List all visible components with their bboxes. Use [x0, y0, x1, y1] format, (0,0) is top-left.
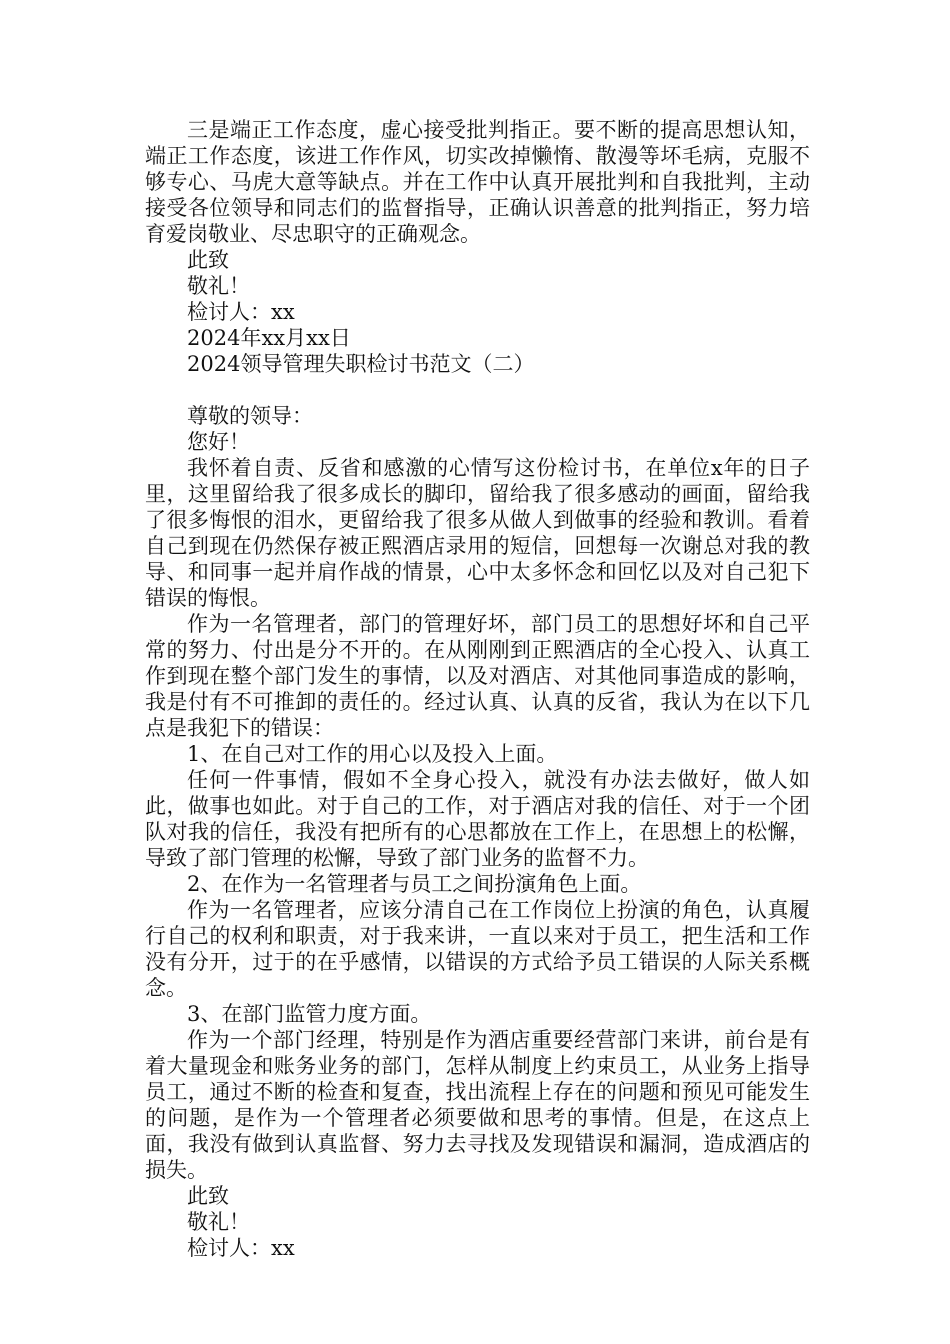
paragraph-point-3: 作为一个部门经理，特别是作为酒店重要经营部门来讲，前台是有着大量现金和账务业务的部门，怎样从制度上约束员工，从业务上指导员工，通过不断的检查和复查，找出流程上存在的问题和预见可能发生的问题，是作为一个管理者必须要做和思考的事情。但是，在这点上面，我没有做到认真监督、努力去寻找及发现错误和漏洞，造成酒店的损失。	[145, 1028, 810, 1182]
closing-regards: 敬礼！	[187, 274, 250, 298]
paragraph-intro: 我怀着自责、反省和感激的心情写这份检讨书，在单位x年的日子里，这里留给我了很多成长的脚印，留给我了很多感动的画面，留给我了很多悔恨的泪水，更留给我了很多从做人到做事的经验和教训。看着自己到现在仍然保存被正熙酒店录用的短信，回想每一次谢总对我的教导、和同事一起并肩作战的情景，心中太多怀念和回忆以及对自己犯下错误的悔恨。	[145, 456, 810, 610]
date-line: 2024年xx月xx日	[187, 326, 351, 350]
paragraph-attitude: 三是端正工作态度，虚心接受批判指正。要不断的提高思想认知，端正工作态度，该进工作作风，切实改掉懒惰、散漫等坏毛病，克服不够专心、马虎大意等缺点。并在工作中认真开展批判和自我批判，主动接受各位领导和同志们的监督指导，正确认识善意的批判指正，努力培育爱岗敬业、尽忠职守的正确观念。	[145, 118, 810, 246]
greeting-recipient: 尊敬的领导：	[187, 404, 313, 428]
closing-salutation: 此致	[187, 248, 229, 272]
paragraph-point-2: 作为一名管理者，应该分清自己在工作岗位上扮演的角色，认真履行自己的权利和职责，对于我来讲，一直以来对于员工，把生活和工作没有分开，过于的在乎感情，以错误的方式给予员工错误的人际关系概念。	[145, 898, 810, 1000]
point-heading-3: 3、在部门监管力度方面。	[187, 1002, 432, 1026]
section-title: 2024领导管理失职检讨书范文（二）	[187, 352, 535, 376]
paragraph-responsibility: 作为一名管理者，部门的管理好坏，部门员工的思想好坏和自己平常的努力、付出是分不开的。在从刚刚到正熙酒店的全心投入、认真工作到现在整个部门发生的事情，以及对酒店、对其他同事造成的影响，我是付有不可推卸的责任的。经过认真、认真的反省，我认为在以下几点是我犯下的错误：	[145, 612, 810, 740]
greeting-hello: 您好！	[187, 430, 250, 454]
document-body	[145, 117, 810, 1261]
signature-line-2: 检讨人：xx	[187, 1236, 295, 1260]
closing-regards-2: 敬礼！	[187, 1210, 250, 1234]
signature-line: 检讨人：xx	[187, 300, 295, 324]
point-heading-2: 2、在作为一名管理者与员工之间扮演角色上面。	[187, 872, 642, 896]
paragraph-point-1: 任何一件事情，假如不全身心投入，就没有办法去做好，做人如此，做事也如此。对于自己的工作，对于酒店对我的信任、对于一个团队对我的信任，我没有把所有的心思都放在工作上，在思想上的松懈，导致了部门管理的松懈，导致了部门业务的监督不力。	[145, 768, 810, 870]
point-heading-1: 1、在自己对工作的用心以及投入上面。	[187, 742, 558, 766]
closing-salutation-2: 此致	[187, 1184, 229, 1208]
blank-line	[145, 377, 810, 403]
